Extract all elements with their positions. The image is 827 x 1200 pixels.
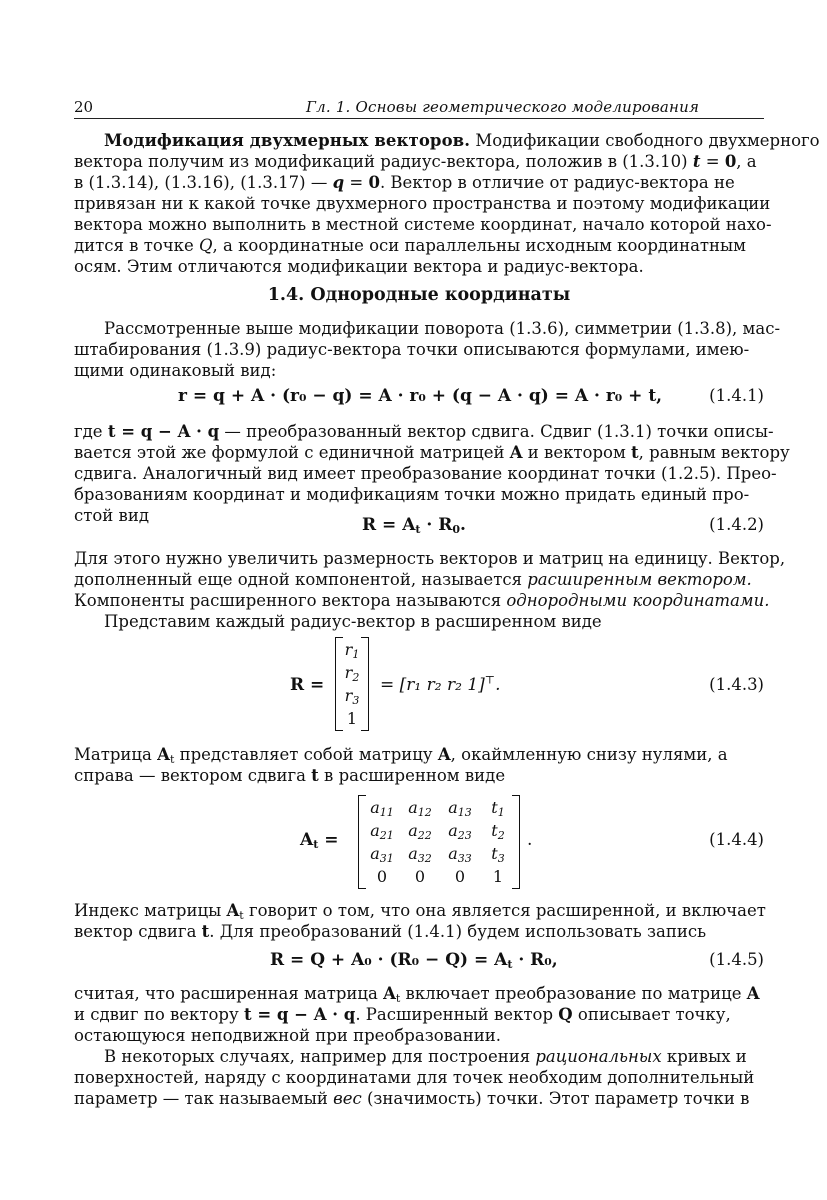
p5-sym-t: t [311, 766, 319, 785]
p1-text-3e: . Вектор в отличие от радиус-вектора не [379, 173, 735, 192]
p6-line-2 [74, 921, 764, 942]
p8-line-3 [74, 1088, 764, 1109]
p3-line-4: бразованиям координат и модификациям точки можно придать единый про- [74, 485, 750, 504]
matrix-cell: $a_{32}$ [408, 844, 432, 865]
p7-formula: t = q − A · q [243, 1005, 356, 1024]
p1-text-2c: = [700, 152, 725, 171]
eq4-end: . [527, 830, 533, 850]
p7-text-2c: . Расширенный вектор [355, 1005, 559, 1024]
p1-zero-vector: 0 [724, 152, 737, 171]
p6-line-1 [74, 900, 764, 921]
p3-text-2e: , равным вектору [638, 443, 790, 462]
p5-text-1f: , окаймленную снизу нулями, а [450, 745, 728, 764]
p1-line-3 [74, 172, 764, 193]
p4-text-2a: дополненный еще одной компонентой, называется [74, 570, 528, 589]
p6-text-1a: Индекс матрицы [74, 901, 227, 920]
p3-line-5: стой вид [74, 506, 149, 525]
p7-sym-A: A [383, 984, 396, 1003]
run-in-heading: Модификация двухмерных векторов. [104, 131, 471, 150]
eq3-row-vector: = [r₁ r₂ r₂ 1] [380, 675, 485, 695]
running-title: Гл. 1. Основы геометрического моделирования [306, 98, 700, 116]
p1-line-7: осям. Этим отличаются модификации вектора и радиус-вектора. [74, 257, 644, 276]
matrix-cell: 0 [414, 867, 426, 886]
page-header [74, 98, 764, 119]
equation-1-4-2 [362, 515, 466, 535]
p1-line-2 [74, 151, 764, 172]
vector-entry: $r_2$ [344, 663, 360, 684]
p8-term-weight: вес [333, 1089, 362, 1108]
matrix-cell: $a_{22}$ [408, 821, 432, 842]
equation-number-1-4-5: (1.4.5) [709, 950, 764, 969]
p2-line-1: Рассмотренные выше модификации поворота (1.3.6), симметрии (1.3.8), мас- [104, 319, 781, 338]
matrix-cell: $a_{11}$ [370, 798, 394, 819]
p3-text-1a: где [74, 422, 108, 441]
p1-line-4: привязан ни к какой точке двухмерного пространства и поэтому модификации [74, 194, 771, 213]
p3-formula: t = q − A · q [107, 422, 220, 441]
p4-term-extended-vector: расширенным вектором. [527, 570, 752, 589]
p7-text-2e: описывает точку, [572, 1005, 731, 1024]
p2-line-3: щими одинаковый вид: [74, 361, 277, 380]
matrix-A-t [358, 795, 520, 889]
p5-sub-t: t [169, 753, 175, 766]
p3-line-2 [74, 442, 790, 463]
matrix-cell: 0 [376, 867, 388, 886]
p1-text-2e: , а [736, 152, 757, 171]
p6-sub-t: t [239, 909, 244, 922]
eq4-sub-t: t [313, 838, 319, 851]
matrix-cell: $a_{33}$ [448, 844, 472, 865]
eq2-sub-0: 0 [452, 523, 461, 536]
p5-text-1a: Матрица [74, 745, 158, 764]
p1-text-1: Модификации свободного двухмерного [475, 131, 820, 150]
p8-text-1c: кривых и [661, 1047, 747, 1066]
p8-text-3a: параметр — так называемый [74, 1089, 334, 1108]
p6-sym-t: t [201, 922, 210, 941]
p8-text-1a: В некоторых случаях, например для построения [104, 1047, 536, 1066]
matrix-cell: $a_{12}$ [408, 798, 432, 819]
p7-line-3: остающуюся неподвижной при преобразовании. [74, 1026, 501, 1045]
eq2-sub-t: t [415, 523, 421, 536]
p4-line-3 [74, 590, 770, 611]
p5-line-2 [74, 765, 764, 786]
matrix-cell: $t_2$ [491, 821, 505, 842]
p7-text-2a: и сдвиг по вектору [74, 1005, 244, 1024]
eq5-sub-t: t [507, 958, 513, 971]
p7-sub-t: t [395, 992, 401, 1005]
eq3-end: . [495, 675, 501, 695]
equation-1-4-1: r = q + A · (r₀ − q) = A · r₀ + (q − A · q) = A · r₀ + t, [178, 386, 663, 406]
matrix-cell: $a_{13}$ [448, 798, 472, 819]
eq3-rhs [380, 675, 501, 695]
p5-text-2c: в расширенном виде [318, 766, 506, 785]
p8-text-3c: (значимость) точки. Этот параметр точки в [361, 1089, 750, 1108]
p1-text-6c: , а координатные оси параллельны исходным координатным [212, 236, 747, 255]
p7-text-1a: считая, что расширенная матрица [74, 984, 384, 1003]
p8-line-2: поверхностей, наряду с координатами для точек необходим дополнительный [74, 1068, 755, 1087]
p1-sym-Q: Q [199, 236, 213, 255]
p4-line-1: Для этого нужно увеличить размерность векторов и матриц на единицу. Вектор, [74, 549, 786, 568]
p5-sym-A: A [157, 745, 170, 764]
matrix-cell: $t_3$ [491, 844, 505, 865]
p3-text-1c: — преобразованный вектор сдвига. Сдвиг (1.3.1) точки описы- [219, 422, 774, 441]
p1-line-1 [104, 130, 820, 151]
p4-line-4: Представим каждый радиус-вектор в расширенном виде [104, 612, 602, 631]
p6-text-2c: . Для преобразований (1.4.1) будем использовать запись [209, 922, 707, 941]
p6-text-2a: вектор сдвига [74, 922, 202, 941]
p3-line-1 [74, 421, 774, 442]
eq4-lhs: $A_t$ = [300, 830, 339, 851]
p2-line-2: штабирования (1.3.9) радиус-вектора точки описываются формулами, имею- [74, 340, 750, 359]
p7-sym-A2: A [746, 984, 760, 1003]
p4-term-homogeneous: однородными координатами. [506, 591, 770, 610]
p1-text-2a: вектора получим из модификаций радиус-вектора, положив в (1.3.10) [74, 152, 693, 171]
equation-number-1-4-2: (1.4.2) [709, 515, 764, 534]
p7-text-1d: включает преобразование по матрице [400, 984, 747, 1003]
matrix-cell: $a_{21}$ [370, 821, 394, 842]
section-title: 1.4. Однородные координаты [267, 285, 571, 305]
transpose-mark: ⊤ [484, 673, 496, 687]
matrix-cell: $a_{31}$ [370, 844, 394, 865]
vector-entry: $r_3$ [344, 686, 360, 707]
left-bracket [358, 795, 366, 889]
p1-line-6 [74, 235, 764, 256]
matrix-cell: $a_{23}$ [448, 821, 472, 842]
eq5-end: · R₀, [512, 950, 558, 970]
p3-text-2c: и вектором [522, 443, 632, 462]
p1-sym-q: q [332, 173, 345, 192]
equation-number-1-4-3: (1.4.3) [709, 675, 764, 694]
matrix-cell: 0 [454, 867, 466, 886]
column-vector-R [335, 637, 369, 731]
p1-text-6a: дится в точке [74, 236, 200, 255]
p5-line-1 [74, 744, 764, 765]
p1-line-5: вектора можно выполнить в местной системе координат, начало которой нахо- [74, 215, 772, 234]
p1-sym-t: t [692, 152, 701, 171]
p7-line-1 [74, 983, 764, 1004]
p3-sym-t: t [631, 443, 639, 462]
eq2-end: . [460, 515, 466, 535]
p7-sym-Q: Q [558, 1005, 573, 1024]
p3-sym-A: A [509, 443, 523, 462]
p5-text-2a: справа — вектором сдвига [74, 766, 312, 785]
p5-text-1d: представляет собой матрицу [174, 745, 438, 764]
p1-zero-vector-2: 0 [368, 173, 380, 192]
vector-entry: 1 [346, 709, 358, 728]
equation-number-1-4-1: (1.4.1) [709, 386, 764, 405]
p3-text-2a: вается этой же формулой с единичной матрицей [74, 443, 510, 462]
equation-number-1-4-4: (1.4.4) [709, 830, 764, 849]
p4-line-2 [74, 569, 764, 590]
vector-entry: $r_1$ [344, 640, 360, 661]
equation-1-4-5 [270, 950, 558, 970]
p7-line-2 [74, 1004, 764, 1025]
p1-text-3c: = [344, 173, 369, 192]
matrix-cell: 1 [492, 867, 504, 886]
p6-sym-A: A [226, 901, 240, 920]
p6-text-1d: говорит о том, что она является расширенной, и включает [243, 901, 766, 920]
p8-line-1 [104, 1046, 794, 1067]
eq5-main: R = Q + A₀ · (R₀ − Q) = A [270, 950, 508, 970]
p5-sym-A2: A [437, 745, 451, 764]
eq3-lhs: R = [290, 675, 325, 695]
matrix-cell: $t_1$ [491, 798, 505, 819]
page-number: 20 [74, 98, 94, 116]
p1-text-3a: в (1.3.14), (1.3.16), (1.3.17) — [74, 173, 333, 192]
eq2-mid: · R [420, 515, 453, 535]
eq2-lhs: R = A [362, 515, 416, 535]
p4-text-3a: Компоненты расширенного вектора называются [74, 591, 507, 610]
p3-line-3: сдвига. Аналогичный вид имеет преобразование координат точки (1.2.5). Прео- [74, 464, 777, 483]
p8-term-rational: рациональных [535, 1047, 662, 1066]
